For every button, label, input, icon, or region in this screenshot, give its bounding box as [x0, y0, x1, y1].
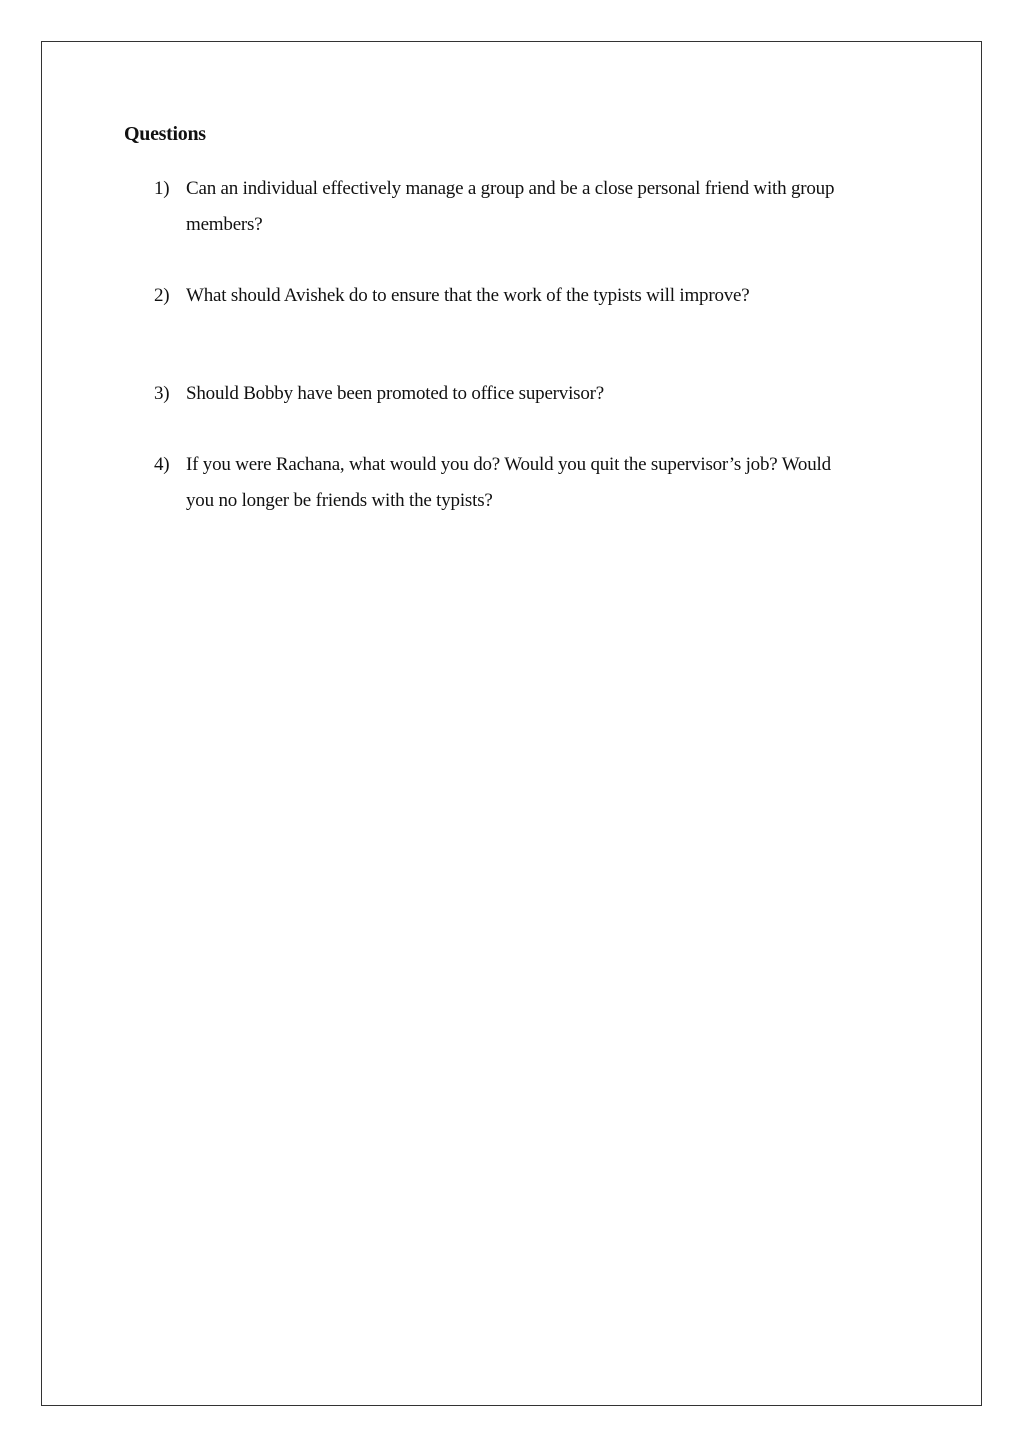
questions-heading: Questions	[124, 123, 206, 145]
question-text: Should Bobby have been promoted to office supervisor?	[186, 383, 605, 404]
question-item	[154, 171, 854, 243]
question-number: 4)	[154, 454, 170, 475]
question-text: If you were Rachana, what would you do? Would you quit the supervisor’s job? Would you no longer be friends with the typists?	[186, 454, 831, 511]
question-item	[154, 376, 854, 412]
question-text: What should Avishek do to ensure that the work of the typists will improve?	[186, 285, 750, 306]
page-border	[41, 41, 982, 1406]
question-item	[154, 447, 854, 519]
question-item	[154, 278, 854, 314]
question-number: 3)	[154, 383, 170, 404]
question-number: 1)	[154, 178, 170, 199]
question-text: Can an individual effectively manage a group and be a close personal friend with group members?	[186, 178, 835, 235]
question-number: 2)	[154, 285, 170, 306]
